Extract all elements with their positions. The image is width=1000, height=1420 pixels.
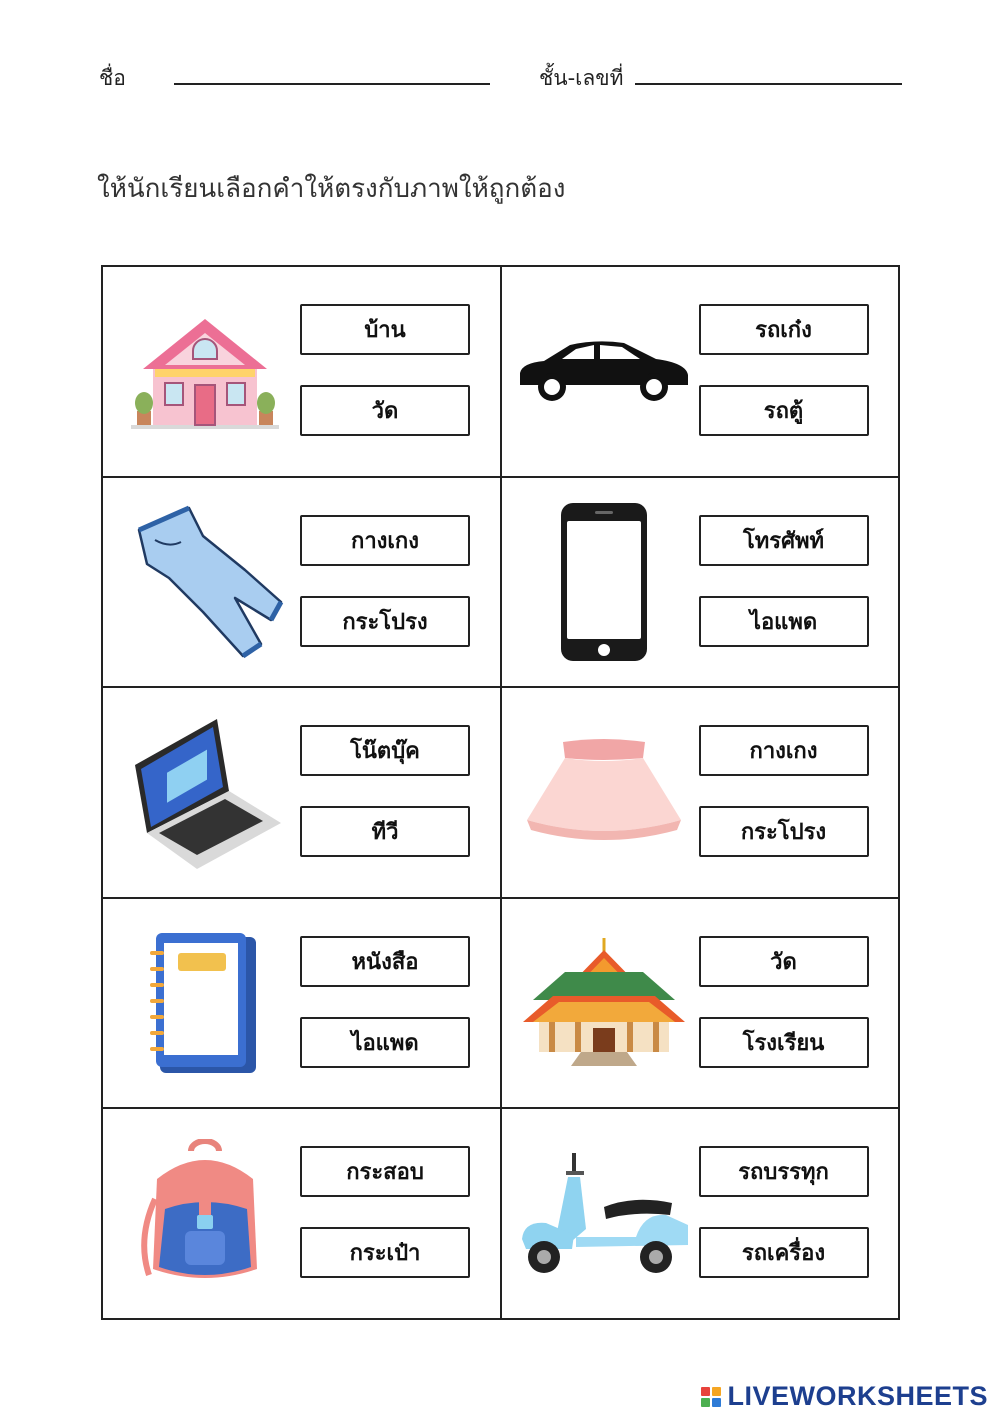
option-button[interactable]: โรงเรียน xyxy=(699,1017,869,1068)
item-phone xyxy=(502,478,901,689)
option-button[interactable]: รถบรรทุก xyxy=(699,1146,869,1197)
option-button[interactable]: หนังสือ xyxy=(300,936,470,987)
house-icon xyxy=(115,289,295,454)
item-house xyxy=(103,267,502,478)
option-button[interactable]: โน๊ตบุ๊ค xyxy=(300,725,470,776)
brand-mark-icon xyxy=(701,1387,721,1407)
backpack-icon xyxy=(115,1131,295,1296)
item-car xyxy=(502,267,901,478)
exercise-grid xyxy=(101,265,900,1320)
car-icon xyxy=(514,289,694,454)
liveworksheets-logo xyxy=(701,1381,988,1412)
item-scooter xyxy=(502,1109,901,1320)
laptop-icon xyxy=(115,710,295,875)
item-skirt xyxy=(502,688,901,899)
scooter-icon xyxy=(514,1131,694,1296)
item-laptop xyxy=(103,688,502,899)
skirt-icon xyxy=(514,710,694,875)
option-button[interactable]: โทรศัพท์ xyxy=(699,515,869,566)
class-number-label: ชั้น-เลขที่ xyxy=(539,66,624,90)
option-button[interactable]: วัด xyxy=(699,936,869,987)
name-label: ชื่อ xyxy=(99,66,126,90)
jeans-icon xyxy=(115,500,295,665)
item-temple xyxy=(502,899,901,1110)
temple-icon xyxy=(514,921,694,1086)
option-button[interactable]: กระเป๋า xyxy=(300,1227,470,1278)
phone-icon xyxy=(514,500,694,665)
option-button[interactable]: ไอแพด xyxy=(699,596,869,647)
option-button[interactable]: กระโปรง xyxy=(699,806,869,857)
item-backpack xyxy=(103,1109,502,1320)
item-jeans xyxy=(103,478,502,689)
name-field[interactable] xyxy=(174,83,490,85)
option-button[interactable]: รถเก๋ง xyxy=(699,304,869,355)
instruction-text: ให้นักเรียนเลือกคำให้ตรงกับภาพให้ถูกต้อง xyxy=(97,174,566,204)
item-notebook xyxy=(103,899,502,1110)
option-button[interactable]: กางเกง xyxy=(699,725,869,776)
option-button[interactable]: ทีวี xyxy=(300,806,470,857)
notebook-icon xyxy=(115,921,295,1086)
option-button[interactable]: กระโปรง xyxy=(300,596,470,647)
option-button[interactable]: กระสอบ xyxy=(300,1146,470,1197)
brand-name: LIVEWORKSHEETS xyxy=(727,1381,988,1411)
option-button[interactable]: กางเกง xyxy=(300,515,470,566)
option-button[interactable]: บ้าน xyxy=(300,304,470,355)
option-button[interactable]: ไอแพด xyxy=(300,1017,470,1068)
option-button[interactable]: วัด xyxy=(300,385,470,436)
option-button[interactable]: รถเครื่อง xyxy=(699,1227,869,1278)
class-number-field[interactable] xyxy=(635,83,902,85)
option-button[interactable]: รถตู้ xyxy=(699,385,869,436)
